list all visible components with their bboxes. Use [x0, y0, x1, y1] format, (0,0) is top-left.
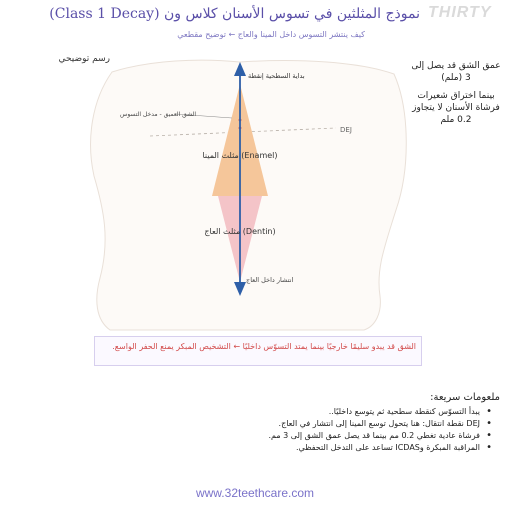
warning-banner — [94, 336, 422, 366]
label-surface-start: بداية السطحية إنقطة — [248, 72, 305, 80]
diagram-caption: رسم توضيحي — [58, 54, 110, 64]
label-enamel: مثلث المينا (Enamel) — [202, 151, 278, 160]
brand-logo: THIRTY — [428, 4, 492, 21]
side-note-brush: بينما اختراق شعيرات فرشاة الأسنان لا يتجاوز 0.2 ملم — [412, 91, 500, 125]
label-dej: DEJ — [340, 126, 352, 134]
facts-heading: ملعومات سريعة: — [430, 392, 500, 403]
fact-item: • DEJ نقطة انتقال: هنا يتحول توسع المينا إلى انتشار في العاج. — [180, 418, 480, 430]
label-spread-inside: انتشار داخل العاج — [246, 276, 294, 284]
fact-item: • فرشاة عادية تغطي 0.2 مم بينما قد يصل عمق الشق إلى 3 مم. — [180, 430, 480, 442]
warning-banner-text: الشق قد يبدو سليمًا خارجيًا بينما يمتد التسوّس داخليًا ← التشخيص المبكر يمنع الحفر الواسع. — [112, 342, 416, 351]
fact-item: • يبدأ التسوّس كنقطة سطحية ثم يتوسع داخليًا.. — [180, 406, 480, 418]
fact-item: • المراقبة المبكرة وICDAS تساعد على التدخل التحفظي. — [180, 442, 480, 454]
page-subtitle: كيف ينتشر التسوس داخل المينا والعاج ← توضيح مقطعي — [177, 30, 365, 39]
footer-link[interactable]: www.32teethcare.com — [195, 486, 315, 500]
label-dentin: مثلث العاج (Dentin) — [204, 227, 276, 236]
label-deep-crack: الشق العميق - مدخل التسوس — [120, 111, 197, 118]
depth-side-note — [408, 60, 504, 126]
page-title: نموذج المثلثين في تسوس الأسنان كلاس ون (Class 1 Decay) — [49, 6, 420, 22]
facts-list — [180, 406, 494, 454]
side-note-depth: عمق الشق قد يصل إلى 3 (ملم) — [411, 61, 501, 83]
